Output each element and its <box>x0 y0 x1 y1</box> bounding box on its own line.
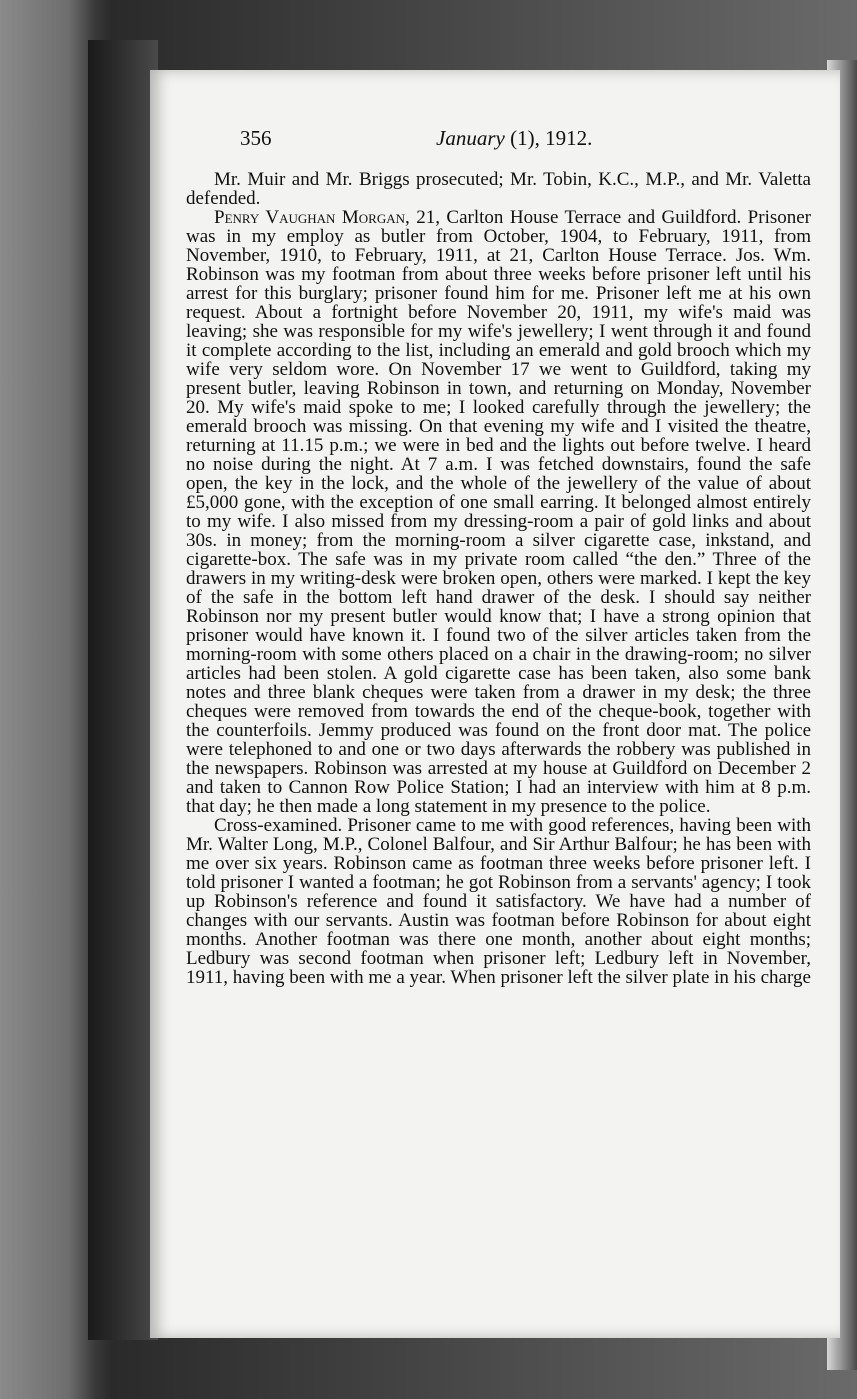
running-head-date: (1), 1912. <box>504 126 593 150</box>
page-body <box>186 170 811 987</box>
paragraph-cross-examination <box>186 816 811 987</box>
paragraph-testimony <box>186 208 811 816</box>
paragraph-counsel <box>186 170 811 208</box>
witness-name: Penry Vaughan Morgan <box>214 207 405 228</box>
running-head-month: January <box>436 126 505 150</box>
paragraph-text: , 21, Carlton House Terrace and Guildford. Prisoner was in my employ as butler from October, 1904, to February, 1911, from November, 1910, to February, 1911, at 21, Carlton House Terrace. Jos. Wm. Robinson was my footman from about three weeks before prisoner left until his arrest for this burglary; prisoner found him for me. Prisoner left me at his own request. About a fortnight before November 20, 1911, my wife's maid was leaving; she was responsible for my wife's jewellery; I went through it and found it complete according to the list, including an emerald and gold brooch which my wife very seldom wore. On November 17 we went to Guildford, taking my present butler, leaving Robinson in town, and returning on Monday, November 20. My wife's maid spoke to me; I looked carefully through the jewellery; the emerald brooch was missing. On that evening my wife and I visited the theatre, returning at 11.15 p.m.; we were in bed and the lights out before twelve. I heard no noise during the night. At 7 a.m. I was fetched downstairs, found the safe open, the key in the lock, and the whole of the jewellery of the value of about £5,000 gone, with the exception of one small earring. It belonged almost entirely to my wife. I also missed from my dressing-room a pair of gold links and about 30s. in money; from the morning-room a silver cigarette case, inkstand, and cigarette-box. The safe was in my private room called “the den.” Three of the drawers in my writing-desk were broken open, others were marked. I kept the key of the safe in the bottom left hand drawer of the desk. I should say neither Robinson nor my present butler would know that; I have a strong opinion that prisoner would have known it. I found two of the silver articles taken from the morning-room with some others placed on a chair in the drawing-room; no silver articles had been stolen. A gold cigarette case has been taken, also some bank notes and three blank cheques were taken from a drawer in my desk; the three cheques were removed from towards the end of the cheque-book, together with the counterfoils. Jemmy produced was found on the front door mat. The police were telephoned to and one or two days afterwards the robbery was published in the newspapers. Robinson was arrested at my house at Guildford on December 2 and taken to Cannon Row Police Station; I had an interview with him at 8 p.m. that day; he then made a long statement in my presence to the police. <box>186 207 811 817</box>
running-head <box>436 126 592 151</box>
page-header <box>240 126 620 156</box>
paragraph-text: Mr. Muir and Mr. Briggs prosecuted; Mr. Tobin, K.C., M.P., and Mr. Valetta defended. <box>186 169 811 209</box>
book-binding-shadow <box>88 40 158 1340</box>
paragraph-text: Cross-examined. Prisoner came to me with good references, having been with Mr. Walter Long, M.P., Colonel Balfour, and Sir Arthur Balfour; he has been with me over six years. Robinson came as footman three weeks before prisoner left. I told prisoner I wanted a footman; he got Robinson from a servants' agency; I took up Robinson's reference and found it satisfactory. We have had a number of changes with our servants. Austin was footman before Robinson for about eight months. Another footman was there one month, another about eight months; Ledbury was second footman when prisoner left; Ledbury left in November, 1911, having been with me a year. When prisoner left the silver plate in his charge <box>186 815 811 988</box>
page-number: 356 <box>240 126 272 150</box>
